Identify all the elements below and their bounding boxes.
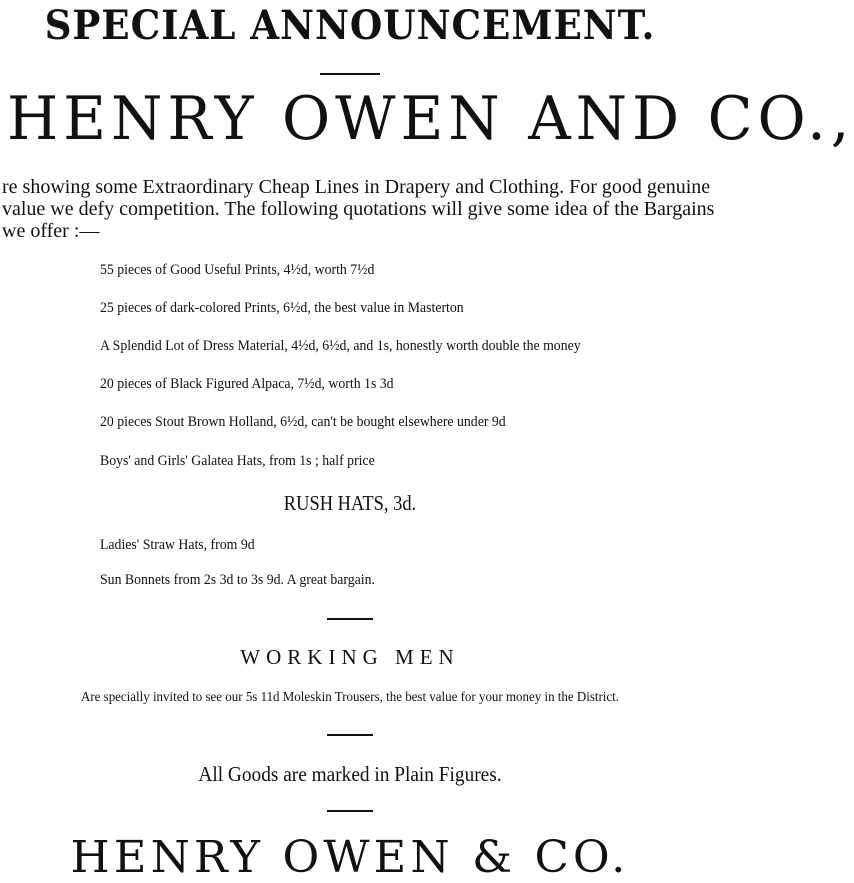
price-item: Ladies' Straw Hats, from 9d — [100, 537, 255, 553]
price-item: Sun Bonnets from 2s 3d to 3s 9d. A great bargain. — [100, 572, 375, 588]
price-item: 20 pieces Stout Brown Holland, 6½d, can't be bought elsewhere under 9d — [100, 414, 506, 430]
firm-name: HENRY OWEN AND CO., — [7, 84, 854, 154]
plain-figures-note: All Goods are marked in Plain Figures. — [198, 762, 502, 786]
price-item: 55 pieces of Good Useful Prints, 4½d, worth 7½d — [100, 262, 375, 278]
divider — [327, 734, 373, 736]
divider — [327, 618, 373, 620]
intro-line: re showing some Extraordinary Cheap Lines in Drapery and Clothing. For good genuine — [2, 176, 711, 198]
intro-line: value we defy competition. The following quotations will give some idea of the Bargains — [2, 198, 715, 220]
intro-paragraph — [2, 176, 715, 242]
working-men-heading: WORKING MEN — [240, 645, 460, 669]
divider — [327, 810, 373, 812]
price-item: 20 pieces of Black Figured Alpaca, 7½d, worth 1s 3d — [100, 376, 394, 392]
invite-text: Are specially invited to see our 5s 11d Moleskin Trousers, the best value for your money in the District. — [80, 689, 619, 704]
signature-firm-name: HENRY OWEN & CO. — [70, 832, 630, 883]
price-item: A Splendid Lot of Dress Material, 4½d, 6½d, and 1s, honestly worth double the money — [100, 338, 581, 354]
rush-hats-headline: RUSH HATS, 3d. — [283, 491, 417, 515]
intro-line: we offer :— — [2, 220, 100, 242]
divider-top — [320, 73, 380, 75]
price-item: Boys' and Girls' Galatea Hats, from 1s ; half price — [100, 453, 375, 469]
price-item: 25 pieces of dark-colored Prints, 6½d, the best value in Masterton — [100, 300, 464, 316]
announcement-heading: SPECIAL ANNOUNCEMENT. — [44, 2, 656, 49]
